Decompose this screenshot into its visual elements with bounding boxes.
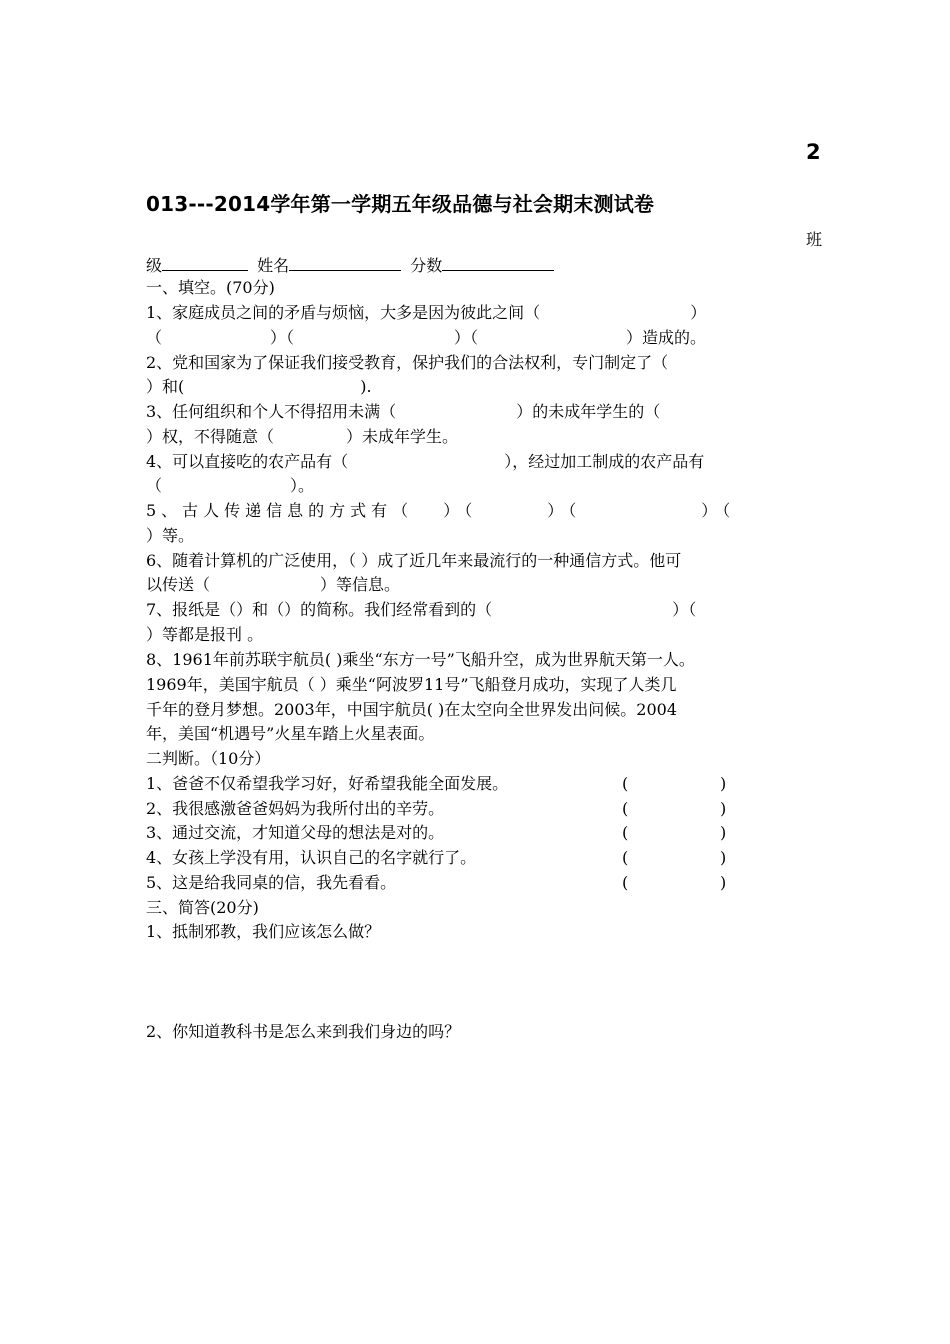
q4-line1: 4、可以直接吃的农产品有（ ），经过加工制成的农产品有 bbox=[146, 452, 705, 471]
student-info-line bbox=[146, 254, 554, 276]
q7-line1: 7、报纸是（）和（）的简称。我们经常看到的（ ）（ bbox=[146, 600, 697, 619]
q7-line2: ）等都是报刊 。 bbox=[146, 625, 264, 644]
q2-line1: 2、党和国家为了保证我们接受教育，保护我们的合法权利，专门制定了（ bbox=[146, 353, 669, 372]
answer-paren-close: ) bbox=[720, 799, 727, 818]
answer-paren-close: ) bbox=[720, 848, 727, 867]
answer-paren-open: ( bbox=[622, 799, 629, 818]
answer-paren-close: ) bbox=[720, 873, 727, 892]
q1-line1: 1、家庭成员之间的矛盾与烦恼，大多是因为彼此之间（ ） bbox=[146, 303, 707, 322]
answer-paren-open: ( bbox=[622, 848, 629, 867]
score-blank[interactable] bbox=[442, 254, 554, 271]
answer-paren-open: ( bbox=[622, 823, 629, 842]
answer-paren-close: ) bbox=[720, 774, 727, 793]
score-label: 分数 bbox=[410, 256, 443, 275]
q1-line2: （ ）（ ）（ ）造成的。 bbox=[146, 328, 707, 347]
judge-item-4: 4、女孩上学没有用，认识自己的名字就行了。 bbox=[146, 848, 477, 867]
name-blank[interactable] bbox=[289, 254, 401, 271]
name-label: 姓名 bbox=[257, 256, 290, 275]
class-label-part1: 班 bbox=[806, 230, 823, 249]
judge-item-2: 2、我很感激爸爸妈妈为我所付出的辛劳。 bbox=[146, 799, 445, 818]
q8-line3: 千年的登月梦想。2003年，中国宇航员( )在太空向全世界发出问候。2004 bbox=[146, 700, 678, 719]
q6-line2: 以传送（ ）等信息。 bbox=[146, 575, 401, 594]
q5-line1: 5、古人传递信息的方式有（ ）（ ）（ ）（ bbox=[146, 501, 736, 520]
q3-line1: 3、任何组织和个人不得招用未满（ ）的未成年学生的（ bbox=[146, 402, 661, 421]
section2-heading: 二判断。（10分） bbox=[146, 749, 271, 768]
answer-paren-close: ) bbox=[720, 823, 727, 842]
section1-heading: 一、填空。(70分) bbox=[146, 278, 275, 297]
page-number: 2 bbox=[806, 140, 821, 164]
q6-line1: 6、随着计算机的广泛使用，（ ）成了近几年来最流行的一种通信方式。他可 bbox=[146, 551, 682, 570]
q8-line4: 年，美国“机遇号”火星车踏上火星表面。 bbox=[146, 724, 435, 743]
class-blank[interactable] bbox=[162, 254, 248, 271]
q3-line2: ）权，不得随意（ ）未成年学生。 bbox=[146, 427, 459, 446]
judge-item-3: 3、通过交流，才知道父母的想法是对的。 bbox=[146, 823, 445, 842]
q2-line2: ）和( ). bbox=[146, 377, 372, 396]
q8-line2: 1969年，美国宇航员（ ）乘坐“阿波罗11号”飞船登月成功，实现了人类几 bbox=[146, 675, 677, 694]
answer-paren-open: ( bbox=[622, 774, 629, 793]
judge-item-5: 5、这是给我同桌的信，我先看看。 bbox=[146, 873, 397, 892]
class-label-part2: 级 bbox=[146, 256, 163, 275]
exam-title: 013---2014学年第一学期五年级品德与社会期末测试卷 bbox=[146, 192, 655, 216]
judge-item-1: 1、爸爸不仅希望我学习好，好希望我能全面发展。 bbox=[146, 774, 509, 793]
short-answer-q2: 2、你知道教科书是怎么来到我们身边的吗？ bbox=[146, 1022, 461, 1041]
q8-line1: 8、1961年前苏联宇航员( )乘坐“东方一号”飞船升空，成为世界航天第一人。 bbox=[146, 650, 695, 669]
short-answer-q1: 1、抵制邪教，我们应该怎么做？ bbox=[146, 922, 381, 941]
section3-heading: 三、简答(20分) bbox=[146, 898, 259, 917]
answer-paren-open: ( bbox=[622, 873, 629, 892]
q4-line2: （ ）。 bbox=[146, 476, 315, 495]
q5-line2: ）等。 bbox=[146, 526, 195, 545]
